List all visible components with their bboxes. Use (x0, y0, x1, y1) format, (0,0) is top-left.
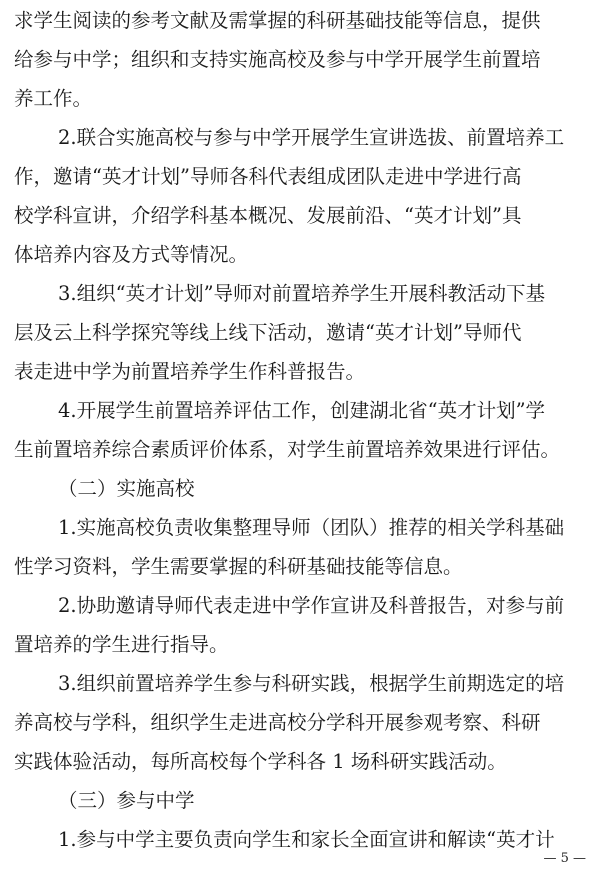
paragraph-line: 养工作。 (14, 87, 93, 110)
paragraph-line: 2.协助邀请导师代表走进中学作宣讲及科普报告，对参与前 (58, 594, 565, 617)
paragraph-line: 生前置培养综合素质评价体系，对学生前置培养效果进行评估。 (14, 438, 561, 461)
paragraph-line: 层及云上科学探究等线上线下活动，邀请“英才计划”导师代 (14, 321, 522, 344)
paragraph-line: 2.联合实施高校与参与中学开展学生宣讲选拔、前置培养工 (58, 126, 565, 149)
paragraph-line: 体培养内容及方式等情况。 (14, 243, 249, 266)
paragraph-line: 表走进中学为前置培养学生作科普报告。 (14, 360, 366, 383)
paragraph-line: 校学科宣讲，介绍学科基本概况、发展前沿、“英才计划”具 (14, 204, 522, 227)
paragraph-line: 养高校与学科，组织学生走进高校分学科开展参观考察、科研 (14, 711, 541, 734)
paragraph-line: 求学生阅读的参考文献及需掌握的科研基础技能等信息，提供 (14, 9, 541, 32)
paragraph-line: 4.开展学生前置培养评估工作，创建湖北省“英才计划”学 (58, 399, 546, 422)
paragraph-line: 1.参与中学主要负责向学生和家长全面宣讲和解读“英才计 (58, 828, 555, 851)
paragraph-line: 给参与中学；组织和支持实施高校及参与中学开展学生前置培 (14, 48, 541, 71)
paragraph-line: 作，邀请“英才计划”导师各科代表组成团队走进中学进行高 (14, 165, 522, 188)
paragraph-line: 实践体验活动，每所高校每个学科各 1 场科研实践活动。 (14, 750, 507, 773)
paragraph-line: 3.组织“英才计划”导师对前置培养学生开展科教活动下基 (58, 282, 546, 305)
section-heading: （二）实施高校 (58, 477, 195, 500)
paragraph-line: 1.实施高校负责收集整理导师（团队）推荐的相关学科基础 (58, 516, 565, 539)
page-number: — 5 — (543, 851, 586, 866)
paragraph-line: 性学习资料，学生需要掌握的科研基础技能等信息。 (14, 555, 463, 578)
paragraph-line: 置培养的学生进行指导。 (14, 633, 229, 656)
paragraph-line: 3.组织前置培养学生参与科研实践，根据学生前期选定的培 (58, 672, 565, 695)
section-heading: （三）参与中学 (58, 789, 195, 812)
